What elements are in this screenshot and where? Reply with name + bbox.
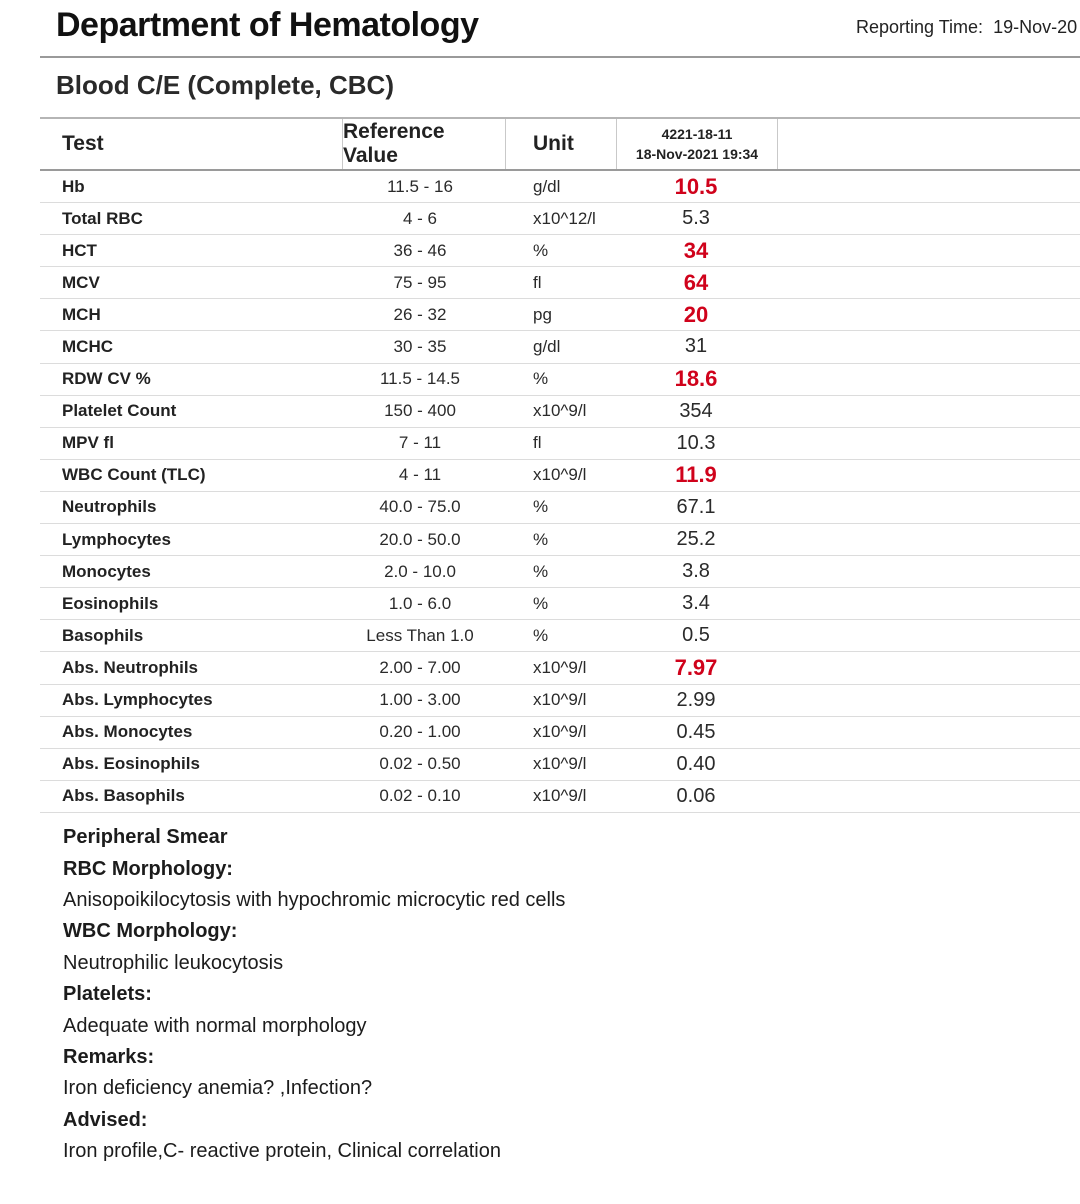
test-name: Abs. Lymphocytes	[62, 690, 213, 709]
note-text: Neutrophilic leukocytosis	[63, 951, 284, 974]
table-row	[40, 171, 1080, 203]
test-name: MPV fl	[62, 433, 114, 453]
peripheral-smear-notes	[63, 822, 565, 1167]
reference-value: 0.02 - 0.50	[379, 754, 461, 774]
reference-value: 1.0 - 6.0	[388, 593, 452, 613]
section-title: Blood C/E (Complete, CBC)	[56, 70, 394, 100]
unit: pg	[533, 304, 552, 324]
result-value: 3.8	[682, 560, 710, 583]
unit: %	[533, 593, 549, 613]
test-name: Lymphocytes	[62, 529, 171, 549]
result-value: 0.5	[682, 624, 710, 647]
table-row	[40, 717, 1080, 749]
table-row	[40, 620, 1080, 652]
table-row	[40, 267, 1080, 299]
test-name: MCV	[62, 272, 100, 292]
test-name: Abs. Basophils	[62, 786, 185, 806]
unit: %	[533, 369, 549, 389]
test-name: Abs. Neutrophils	[62, 657, 199, 677]
note-heading: WBC Morphology:	[63, 920, 238, 943]
note-text: Adequate with normal morphology	[63, 1014, 367, 1037]
reference-value: 1.00 - 3.00	[379, 690, 461, 709]
result-value: 34	[683, 237, 709, 263]
result-value: 3.4	[682, 592, 710, 615]
result-value: 0.40	[676, 752, 716, 775]
department-title: Department of Hematology	[56, 6, 479, 44]
unit: x10^9/l	[533, 754, 587, 774]
table-row	[40, 749, 1080, 781]
reference-value: 2.0 - 10.0	[384, 561, 456, 581]
result-value: 10.3	[676, 431, 716, 454]
table-row	[40, 524, 1080, 556]
column-header-reference: Reference Value	[342, 119, 506, 169]
result-value: 64	[683, 269, 709, 295]
reporting-time-value: 19-Nov-20	[993, 17, 1078, 37]
table-row	[40, 364, 1080, 396]
column-header-sample	[616, 119, 778, 169]
result-value: 20	[683, 301, 709, 327]
reference-value: 40.0 - 75.0	[379, 497, 461, 517]
column-header-unit: Unit	[533, 132, 574, 155]
table-row	[40, 396, 1080, 428]
results-table	[40, 171, 1080, 813]
unit: x10^9/l	[533, 465, 587, 485]
unit: x10^9/l	[533, 401, 587, 421]
test-name: RDW CV %	[62, 369, 151, 389]
unit: %	[533, 625, 549, 645]
reference-value: 26 - 32	[393, 304, 447, 324]
result-value: 25.2	[676, 528, 716, 551]
result-value: 0.06	[676, 784, 716, 807]
unit: g/dl	[533, 336, 561, 356]
test-name: Abs. Monocytes	[62, 722, 193, 742]
result-value: 67.1	[676, 495, 716, 518]
unit: %	[533, 497, 549, 517]
test-name: Hb	[62, 176, 85, 196]
unit: x10^9/l	[533, 657, 587, 677]
test-name: Platelet Count	[62, 401, 177, 421]
test-name: Abs. Eosinophils	[62, 754, 200, 774]
unit: g/dl	[533, 176, 561, 196]
test-name: Eosinophils	[62, 593, 159, 613]
reference-value: 4 - 6	[402, 208, 438, 228]
table-row	[40, 556, 1080, 588]
test-name: Total RBC	[62, 208, 143, 228]
reporting-time	[856, 17, 1077, 38]
note-heading: Remarks:	[63, 1045, 155, 1068]
test-name: WBC Count (TLC)	[62, 465, 206, 485]
note-heading: Peripheral Smear	[63, 826, 228, 849]
test-name: Neutrophils	[62, 497, 157, 517]
test-name: MCH	[62, 304, 101, 324]
column-header-test: Test	[62, 132, 104, 155]
result-value: 354	[679, 399, 713, 422]
result-value: 5.3	[682, 207, 710, 230]
note-heading: Advised:	[63, 1108, 148, 1131]
reference-value: Less Than 1.0	[366, 625, 474, 645]
unit: fl	[533, 433, 542, 453]
table-row	[40, 652, 1080, 684]
reference-value: 11.5 - 16	[387, 176, 453, 196]
result-value: 2.99	[676, 688, 716, 711]
note-text: Anisopoikilocytosis with hypochromic microcytic red cells	[63, 888, 566, 911]
table-row	[40, 492, 1080, 524]
table-row	[40, 781, 1080, 813]
reference-value: 30 - 35	[393, 336, 447, 356]
reference-value: 150 - 400	[384, 401, 456, 421]
reference-value: 0.02 - 0.10	[379, 786, 461, 806]
table-row	[40, 460, 1080, 492]
reference-value: 36 - 46	[393, 240, 447, 260]
reporting-time-label: Reporting Time:	[856, 17, 984, 37]
note-heading: Platelets:	[63, 983, 152, 1006]
reference-value: 20.0 - 50.0	[379, 529, 461, 549]
sample-id: 4221-18-11	[661, 126, 733, 142]
header-divider	[40, 56, 1080, 58]
test-name: Monocytes	[62, 561, 151, 581]
reference-value: 4 - 11	[398, 465, 442, 485]
unit: x10^9/l	[533, 722, 587, 742]
reference-value: 2.00 - 7.00	[379, 657, 461, 677]
table-header	[40, 119, 1080, 169]
result-value: 31	[684, 335, 708, 358]
table-row	[40, 203, 1080, 235]
test-name: Basophils	[62, 625, 144, 645]
result-value: 18.6	[674, 366, 718, 392]
unit: %	[533, 561, 549, 581]
unit: fl	[533, 272, 542, 292]
reference-value: 11.5 - 14.5	[379, 369, 461, 389]
unit: %	[533, 240, 549, 260]
test-name: MCHC	[62, 336, 113, 356]
unit: x10^9/l	[533, 786, 587, 806]
note-text: Iron deficiency anemia? ,Infection?	[63, 1077, 373, 1100]
note-text: Iron profile,C- reactive protein, Clinical correlation	[63, 1140, 501, 1163]
note-heading: RBC Morphology:	[63, 857, 233, 880]
result-value: 0.45	[676, 720, 716, 743]
table-row	[40, 685, 1080, 717]
table-row	[40, 235, 1080, 267]
table-row	[40, 428, 1080, 460]
reference-value: 7 - 11	[398, 433, 442, 453]
result-value: 7.97	[674, 654, 718, 680]
table-row	[40, 299, 1080, 331]
table-row	[40, 588, 1080, 620]
reference-value: 75 - 95	[393, 272, 447, 292]
result-value: 10.5	[674, 173, 718, 199]
unit: x10^9/l	[533, 690, 587, 709]
result-value: 11.9	[675, 462, 717, 488]
table-row	[40, 331, 1080, 363]
test-name: HCT	[62, 240, 97, 260]
reference-value: 0.20 - 1.00	[379, 722, 461, 742]
sample-datetime: 18-Nov-2021 19:34	[635, 146, 759, 162]
unit: x10^12/l	[533, 208, 596, 228]
unit: %	[533, 529, 549, 549]
